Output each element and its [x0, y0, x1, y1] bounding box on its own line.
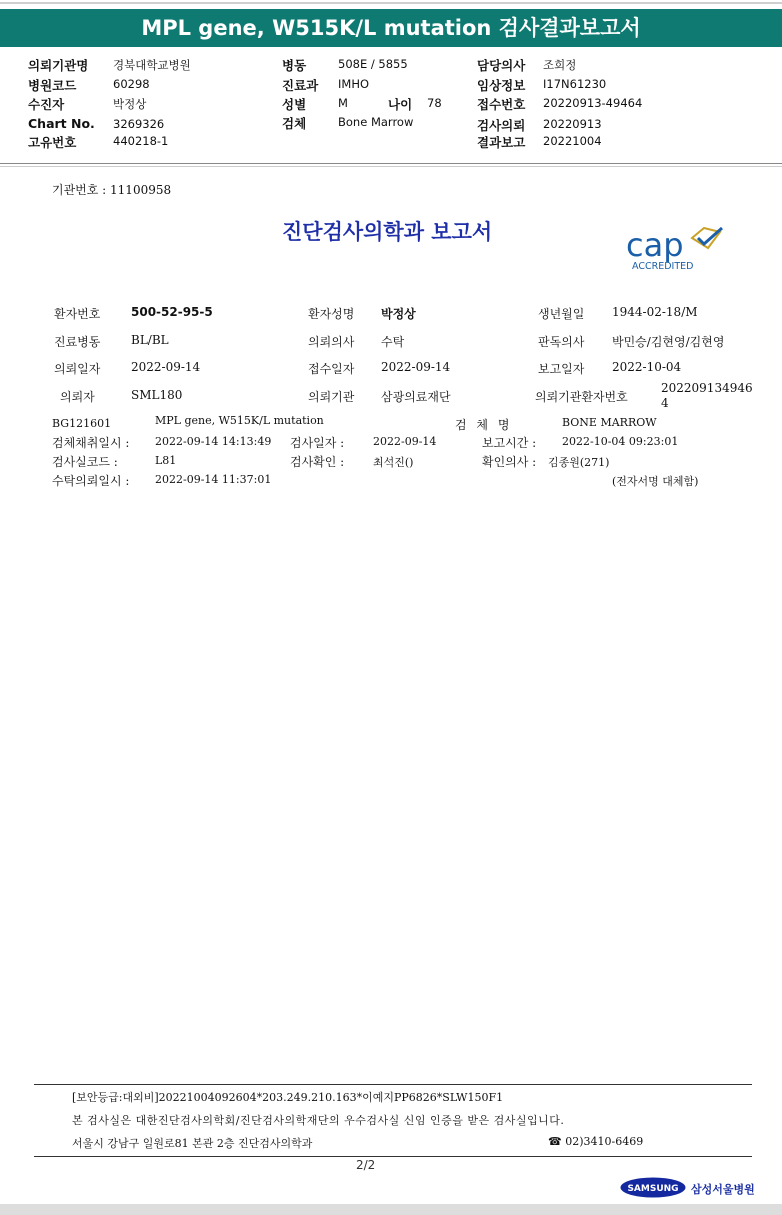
label-confirm-doctor: 확인의사 : [482, 455, 537, 469]
samsung-logo-text: SAMSUNG [627, 1184, 679, 1194]
header-label-department: 진료과 [282, 78, 319, 93]
report-title: 진단검사의학과 보고서 [282, 220, 493, 244]
hospital-name: 삼성서울병원 [691, 1183, 755, 1196]
cap-accredited-text: ACCREDITED [632, 261, 694, 272]
header-label-ward: 병동 [282, 58, 307, 73]
value-patient-no: 500-52-95-5 [131, 305, 213, 319]
header-value-attending: 조희정 [543, 58, 577, 72]
value-requester: SML180 [131, 388, 183, 402]
header-label-clinical-info: 임상정보 [477, 78, 526, 93]
header-label-accession: 접수번호 [477, 97, 526, 112]
header-label-unique-no: 고유번호 [28, 135, 77, 150]
value-test-confirm: 최석진() [373, 456, 414, 469]
footer-bottom-line [34, 1156, 752, 1157]
value-reader: 박민승/김현영/김현영 [612, 335, 725, 349]
header-label-result: 결과보고 [477, 135, 526, 150]
cap-logo-text: cap [626, 226, 684, 264]
header-value-accession: 20220913-49464 [543, 96, 643, 110]
value-report-date: 2022-10-04 [612, 360, 682, 374]
footer-top-line [34, 1084, 752, 1085]
value-lab-code: L81 [155, 454, 177, 467]
test-name: MPL gene, W515K/L mutation [155, 414, 324, 427]
label-request-institution: 의뢰기관 [308, 390, 355, 404]
value-consign-time: 2022-09-14 11:37:01 [155, 473, 272, 486]
institution-number: 기관번호 : 11100958 [52, 183, 172, 197]
label-report-time: 보고시간 : [482, 436, 537, 450]
top-border [0, 2, 782, 4]
header-label-age: 나이 [388, 97, 413, 112]
report-main-title: MPL gene, W515K/L mutation 검사결과보고서 [141, 16, 641, 40]
test-code: BG121601 [52, 417, 112, 430]
header-label-patient: 수진자 [28, 97, 65, 112]
label-test-date: 검사일자 : [290, 436, 345, 450]
label-inst-patient-no: 의뢰기관환자번호 [535, 390, 628, 404]
electronic-signature-note: (전자서명 대체함) [612, 475, 699, 488]
value-collect-time: 2022-09-14 14:13:49 [155, 435, 272, 448]
bottom-gray-band [0, 1204, 782, 1215]
value-report-time: 2022-10-04 09:23:01 [562, 435, 679, 448]
header-separator-shadow [0, 166, 782, 167]
header-label-specimen: 검체 [282, 116, 307, 131]
value-specimen-name: BONE MARROW [562, 416, 657, 429]
header-value-unique-no: 440218-1 [113, 134, 169, 148]
label-patient-no: 환자번호 [54, 307, 101, 321]
label-lab-code: 검사실코드 : [52, 455, 118, 469]
header-label-hospital-code: 병원코드 [28, 78, 77, 93]
label-report-date: 보고일자 [538, 362, 585, 376]
label-receive-date: 접수일자 [308, 362, 355, 376]
label-test-confirm: 검사확인 : [290, 455, 345, 469]
report-title-bar [0, 9, 782, 47]
value-inst-patient-no-line1: 202209134946 [661, 381, 753, 395]
header-value-age: 78 [427, 96, 442, 110]
page-number: 2/2 [356, 1158, 376, 1172]
header-label-chart-no: Chart No. [28, 116, 95, 131]
header-value-institution: 경북대학교병원 [113, 58, 191, 72]
label-request-date: 의뢰일자 [54, 362, 101, 376]
header-label-attending: 담당의사 [477, 58, 526, 73]
value-birth: 1944-02-18/M [612, 305, 698, 319]
label-patient-name: 환자성명 [308, 307, 355, 321]
address-text: 서울시 강남구 일원로81 본관 2층 진단검사의학과 [72, 1137, 313, 1150]
header-value-specimen: Bone Marrow [338, 115, 414, 129]
label-birth: 생년월일 [538, 307, 585, 321]
value-patient-name: 박정상 [381, 307, 416, 321]
header-value-department: IMHO [338, 77, 370, 91]
label-ward: 진료병동 [54, 335, 101, 349]
value-request-date: 2022-09-14 [131, 360, 201, 374]
label-specimen-name: 검 체 명 [455, 418, 510, 432]
value-request-institution: 삼광의료재단 [381, 390, 451, 404]
header-value-hospital-code: 60298 [113, 77, 150, 91]
security-line: [보안등급:대외비]20221004092604*203.249.210.163*이예지PP6826*SLW150F1 [72, 1091, 504, 1104]
header-label-sex: 성별 [282, 97, 307, 112]
value-doctor: 수탁 [381, 335, 405, 349]
value-test-date: 2022-09-14 [373, 435, 437, 448]
certification-text: 본 검사실은 대한진단검사의학회/진단검사의학재단의 우수검사실 신임 인증을 받은 검사실입니다. [72, 1114, 565, 1127]
header-label-institution: 의뢰기관명 [28, 58, 89, 73]
label-consign-time: 수탁의뢰일시 : [52, 474, 130, 488]
phone-text: ☎ 02)3410-6469 [548, 1135, 644, 1148]
value-inst-patient-no-line2: 4 [661, 396, 669, 410]
header-separator [0, 163, 782, 164]
label-requester: 의뢰자 [60, 390, 95, 404]
header-value-chart-no: 3269326 [113, 117, 165, 131]
header-value-patient: 박정상 [113, 97, 147, 111]
samsung-logo [620, 1177, 686, 1198]
header-value-ward: 508E / 5855 [338, 57, 408, 71]
label-reader: 판독의사 [538, 335, 585, 349]
header-value-clinical-info: I17N61230 [543, 77, 607, 91]
value-ward: BL/BL [131, 333, 169, 347]
header-value-sex: M [338, 96, 348, 110]
value-receive-date: 2022-09-14 [381, 360, 451, 374]
header-value-result: 20221004 [543, 134, 602, 148]
label-doctor: 의뢰의사 [308, 335, 355, 349]
value-confirm-doctor: 김종원(271) [548, 456, 610, 469]
header-value-request: 20220913 [543, 117, 602, 131]
label-collect-time: 검체채취일시 : [52, 436, 130, 450]
header-label-request: 검사의뢰 [477, 118, 526, 133]
cap-accredited-logo [622, 222, 732, 278]
